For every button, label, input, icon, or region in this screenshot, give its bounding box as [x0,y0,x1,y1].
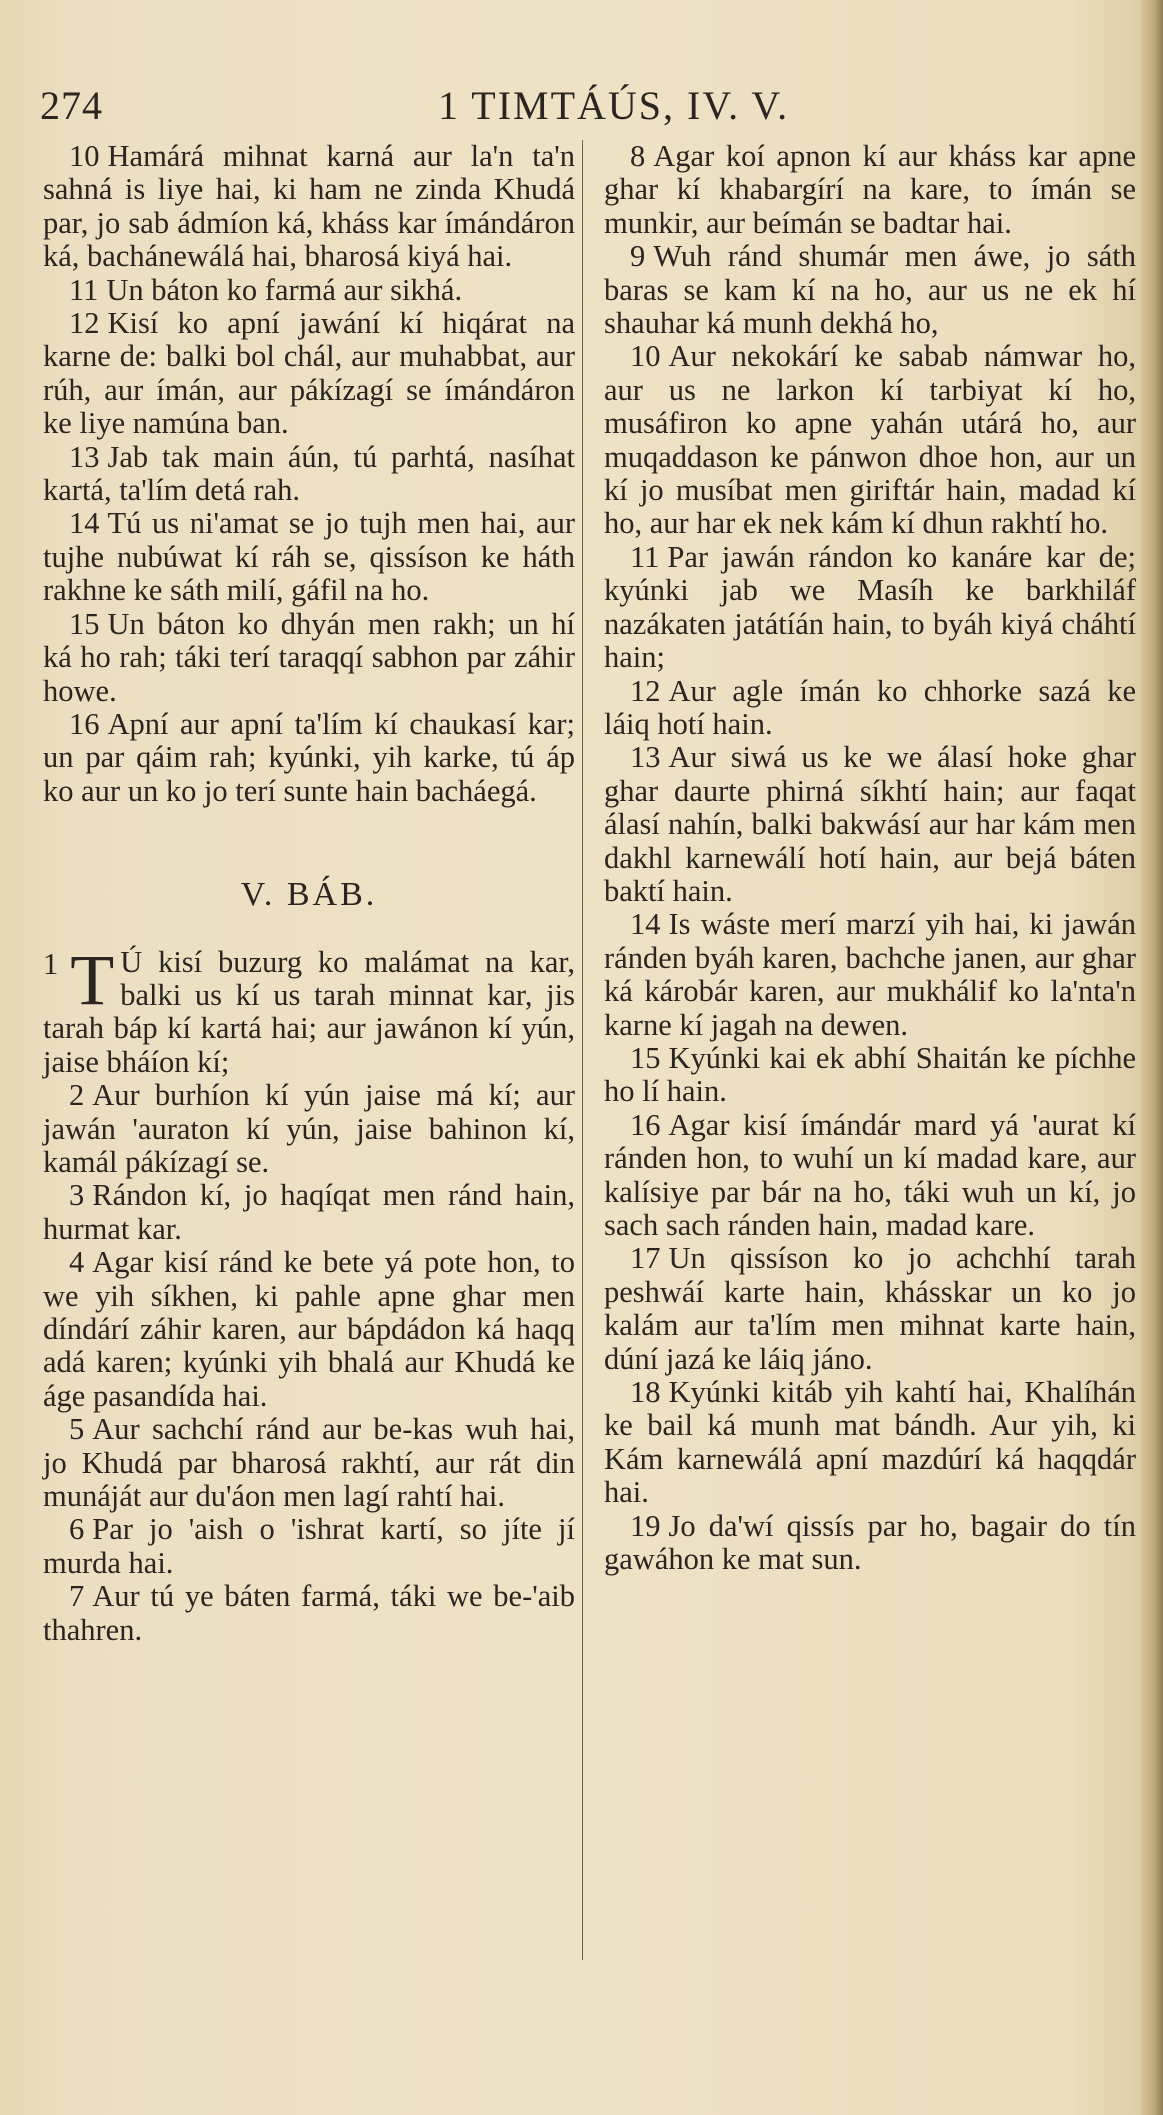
right-column [604,140,1136,1576]
page-number: 274 [40,83,103,128]
verse-number: 15 [69,606,100,641]
verse [604,340,1136,540]
verse-text: Agar koí apnon kí aur kháss kar apne ghar kí khabargírí na kare, to ímán se munkir, aur beímán se badtar hai. [604,139,1136,240]
verse-text: Apní aur apní ta'lím kí chaukasí kar; un par qáim rah; kyúnki, yih karke, tú áp ko aur un ko jo terí sunte hain bacháegá. [43,706,575,808]
verse [43,1513,575,1580]
verse [604,1109,1136,1243]
verse [43,140,575,274]
verse [604,741,1136,908]
page-header [40,82,1120,132]
verse-number: 19 [630,1508,661,1543]
verse [604,541,1136,675]
verse-text: Aur sachchí ránd aur be-kas wuh hai, jo Khudá par bharosá rakhtí, aur rát din munáját aur du'áon men lagí rahtí hai. [43,1412,575,1514]
verse-text: Jo da'wí qissís par ho, bagair do tín gawáhon ke mat sun. [604,1508,1136,1577]
verses-after-chapter [43,1079,575,1647]
page-edge [1141,0,1163,2115]
verse [604,1242,1136,1376]
verse-text: Hamárá mihnat karná aur la'n ta'n sahná is liye hai, ki ham ne zinda Khudá par, jo sab ádmíon ká, kháss kar ímándáron ká, bachánewálá hai, bharosá kiyá hai. [43,139,575,274]
verse [43,708,575,808]
verse-number: 8 [630,139,646,173]
verse-text: Aur tú ye báten farmá, táki we be-'aib thahren. [43,1579,575,1647]
verse-text: Wuh ránd shumár men áwe, jo sáth baras se kam kí na ho, aur us ne ek hí shauhar ká munh dekhá ho, [604,239,1136,341]
verse-number: 4 [69,1245,85,1280]
verse-text: Jab tak main áún, tú parhtá, nasíhat kartá, ta'lím detá rah. [43,439,575,508]
verse-number: 15 [630,1040,661,1075]
verse-text: Agar kisí ránd ke bete yá pote hon, to we yih síkhen, ki pahle apne ghar men díndárí záhir karen, aur bápdádon ká haqq adá karen; kyúnki yih bhalá aur Khudá ke áge pasandída hai. [43,1245,575,1413]
verse-text: Rándon kí, jo haqíqat men ránd hain, hurmat kar. [43,1178,575,1246]
verse-text: Is wáste merí marzí yih hai, ki jawán ránden byáh karen, bachche janen, aur ghar ká károbár karen, aur mukhálif ko la'nta'n karne kí jagah na dewen. [604,907,1136,1042]
verse [43,1179,575,1246]
verse-number: 16 [69,706,100,741]
verse-text: Tú us ni'amat se jo tujh men hai, aur tujhe nubúwat kí ráh se, qissíson ke háth rakhne ke sáth milí, gáfil na ho. [43,506,575,608]
verse-text: Ú kisí buzurg ko malámat na kar, balki us kí us tarah minnat kar, jis tarah báp kí kartá hai; aur jawánon kí yún, jaise bháíon kí; [43,944,575,1079]
verse-text: Aur nekokárí ke sabab námwar ho, aur us ne larkon kí tarbiyat kí ho, musáfiron ko apne yahán utárá ho, aur muqaddason ke pánwon dhoe hon, aur un kí jo musíbat men giriftár hain, madad kí ho, aur har ek nek kám kí dhun rakhtí ho. [604,339,1136,541]
verse [43,1246,575,1413]
verse-number: 14 [630,907,661,942]
verse [604,140,1136,240]
verse-number: 11 [630,539,660,574]
verse [604,908,1136,1042]
verse-number: 10 [630,339,661,374]
verse-text: Kyúnki kitáb yih kahtí hai, Khalíhán ke bail ká munh mat bándh. Aur yih, ki Kám karnewálá apní mazdúrí ká haqqdár hai. [604,1375,1136,1510]
verse [43,274,575,307]
verse-number: 10 [69,139,100,173]
verse-text: Kisí ko apní jawání kí hiqárat na karne de: balki bol chál, aur muhabbat, aur rúh, aur ímán, aur pákízagí se ímándáron ke liye namúna ban. [43,306,575,441]
verses-before-chapter [43,140,575,808]
verse-number: 6 [69,1512,85,1547]
verse-number: 17 [630,1241,661,1276]
verse-text: Kyúnki kai ek abhí Shaitán ke píchhe ho lí hain. [604,1040,1136,1109]
verse-text: Agar kisí ímándár mard yá 'aurat kí ránden hon, to wuhí un kí madad kare, aur kalísiye par bár na ho, táki wuh un kí, jo sach sach ránden hain, madad kare. [604,1107,1136,1242]
left-column [43,140,575,1647]
verse-number: 2 [69,1078,85,1113]
verse-1 [43,939,575,1080]
column-divider [582,140,583,1960]
verse [604,675,1136,742]
verse [43,608,575,708]
verse [43,441,575,508]
verse-number: 16 [630,1107,661,1142]
verse-number: 7 [69,1579,85,1614]
verse [43,1580,575,1647]
verse [43,307,575,441]
verse-number: 12 [630,673,661,708]
verse-text: Un qissíson ko jo achchhí tarah peshwáí karte hain, khásskar un ko jo kalám aur ta'lím men mihnat karte hain, dúní jazá ke láiq jáno. [604,1241,1136,1376]
verse-number: 14 [69,506,100,541]
verse [604,1510,1136,1577]
verse [43,507,575,607]
verse-number: 3 [69,1178,85,1213]
verse-number: 5 [69,1412,85,1447]
verse [604,240,1136,340]
verse-text: Un báton ko farmá aur sikhá. [106,272,463,307]
chapter-heading: V. BÁB. [240,876,378,914]
verse-number: 12 [69,306,100,341]
verse [604,1376,1136,1510]
verse-number: 9 [630,239,646,274]
verse [43,1079,575,1179]
verse-text: Par jawán rándon ko kanáre kar de; kyúnki jab we Masíh ke barkhiláf nazákaten jatátíán hain, to byáh kiyá cháhtí hain; [604,539,1136,675]
verse-text: Aur agle ímán ko chhorke sazá ke láiq hotí hain. [604,673,1136,741]
drop-cap: T [70,939,115,1020]
verse-number: 13 [69,439,100,474]
verse [43,1413,575,1513]
right-verses [604,140,1136,1576]
verse-text: Un báton ko dhyán men rakh; un hí ká ho rah; táki terí taraqqí sabhon par záhir howe. [43,606,575,708]
verse [604,1042,1136,1109]
verse-text: Aur burhíon kí yún jaise má kí; aur jawán 'auraton kí yún, jaise bahinon kí, kamál pákízagí se. [43,1078,575,1179]
verse-text: Par jo 'aish o 'ishrat kartí, so jíte jí murda hai. [43,1512,575,1580]
verse-number: 1 [43,946,59,981]
running-head: 1 TIMTÁÚS, IV. V. [438,83,790,128]
verse-text: Aur siwá us ke we álasí hoke ghar ghar daurte phirná síkhtí hain; aur faqat álasí nahín, balki bakwásí aur har kám men dakhl karnewálí hotí hain, aur bejá báten baktí hain. [604,740,1136,908]
verse-number: 18 [630,1375,661,1410]
verse-number: 11 [69,272,99,307]
verse-number: 13 [630,740,661,775]
